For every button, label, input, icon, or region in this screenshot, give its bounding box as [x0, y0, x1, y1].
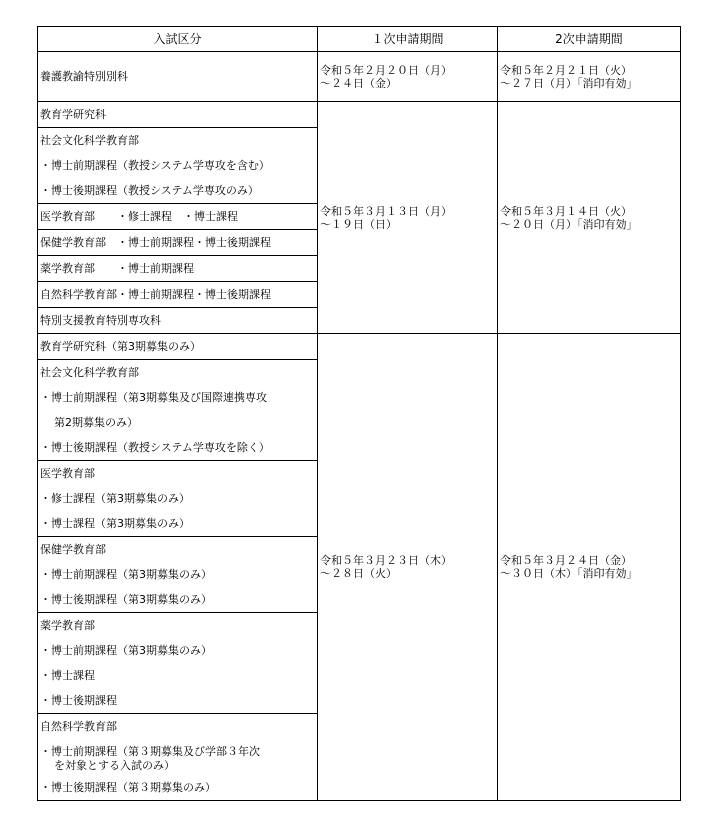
table-row — [38, 334, 681, 360]
category-line: 自然科学教育部 — [40, 720, 117, 733]
table-row — [38, 102, 681, 128]
category-line: 教育学研究科 — [40, 108, 106, 121]
category-cell — [38, 360, 318, 461]
category-line: 特別支援教育特別専攻科 — [40, 314, 161, 327]
category-line: 保健学教育部 ・博士前期課程・博士後期課程 — [40, 236, 271, 249]
first-period-cell — [318, 52, 498, 102]
header-row — [38, 27, 681, 52]
second-period-cell — [498, 334, 681, 801]
category-text: 養護教諭特別別科 — [40, 70, 128, 83]
application-period-table — [37, 26, 681, 801]
category-line: ・博士課程（第3期募集のみ） — [40, 517, 190, 530]
category-line: ・博士課程 — [40, 669, 95, 682]
period-line: ～２４日（金） — [320, 76, 397, 90]
period-line: 令和５年３月２４日（金） — [500, 554, 632, 567]
category-line: 薬学教育部 ・博士前期課程 — [40, 262, 194, 275]
category-line: ・博士後期課程（第3期募集のみ） — [40, 593, 212, 606]
period-line: 令和５年２月２０日（月） — [320, 63, 452, 77]
category-line: ・博士後期課程（教授システム学専攻を除く） — [40, 441, 270, 454]
period-line: 令和５年３月１４日（火） — [500, 204, 632, 218]
header-second-period: 2次申請期間 — [498, 27, 681, 52]
second-period-cell — [498, 102, 681, 334]
period-line: 令和５年２月２１日（火） — [500, 63, 632, 77]
first-period-cell — [318, 102, 498, 334]
category-line: ・博士後期課程（第３期募集のみ） — [40, 781, 216, 794]
header-first-period: １次申請期間 — [318, 27, 498, 52]
category-line: 保健学教育部 — [40, 543, 106, 556]
period-line: 令和５年３月２３日（木） — [320, 554, 452, 567]
category-cell — [38, 230, 318, 256]
period-line: ～２７日（月）「消印有効」 — [500, 76, 638, 90]
category-line: 医学教育部 ・修士課程 ・博士課程 — [40, 210, 238, 223]
category-line: ・博士後期課程（教授システム学専攻のみ） — [40, 184, 259, 197]
category-cell — [38, 714, 318, 801]
category-cell — [38, 334, 318, 360]
category-line: 医学教育部 — [40, 467, 95, 480]
category-line: 社会文化科学教育部 — [40, 134, 139, 147]
category-cell — [38, 204, 318, 230]
header-category: 入試区分 — [38, 27, 318, 52]
category-cell — [38, 128, 318, 204]
category-line: ・修士課程（第3期募集のみ） — [40, 492, 190, 505]
category-line: 自然科学教育部・博士前期課程・博士後期課程 — [40, 288, 271, 301]
period-line: 令和５年３月１３日（月） — [320, 204, 452, 218]
category-cell — [38, 613, 318, 714]
category-cell — [38, 52, 318, 102]
category-line: ・博士前期課程（第3期募集のみ） — [40, 568, 212, 581]
category-cell — [38, 256, 318, 282]
first-period-cell — [318, 334, 498, 801]
period-line: ～１９日（日） — [320, 217, 397, 231]
category-line: 教育学研究科（第3期募集のみ） — [40, 340, 201, 353]
period-line: ～３０日（木）「消印有効」 — [500, 567, 638, 580]
category-cell — [38, 461, 318, 537]
second-period-cell — [498, 52, 681, 102]
category-line: ・博士前期課程（第３期募集及び学部３年次 — [40, 745, 260, 758]
category-line: ・博士後期課程 — [40, 694, 117, 707]
category-cell — [38, 102, 318, 128]
category-cell — [38, 308, 318, 334]
period-line: ～２８日（火） — [320, 567, 397, 580]
category-line: ・博士前期課程（教授システム学専攻を含む） — [40, 159, 270, 172]
category-line: を対象とする入試のみ） — [54, 759, 175, 772]
category-line: 社会文化科学教育部 — [40, 366, 139, 379]
table-row — [38, 52, 681, 102]
category-cell — [38, 282, 318, 308]
category-line: 第2期募集のみ） — [54, 416, 138, 429]
category-line: ・博士前期課程（第3期募集のみ） — [40, 644, 212, 657]
category-cell — [38, 537, 318, 613]
period-line: ～２０日（月）「消印有効」 — [500, 217, 638, 231]
category-line: 薬学教育部 — [40, 619, 95, 632]
category-line: ・博士前期課程（第3期募集及び国際連携専攻 — [40, 391, 267, 404]
